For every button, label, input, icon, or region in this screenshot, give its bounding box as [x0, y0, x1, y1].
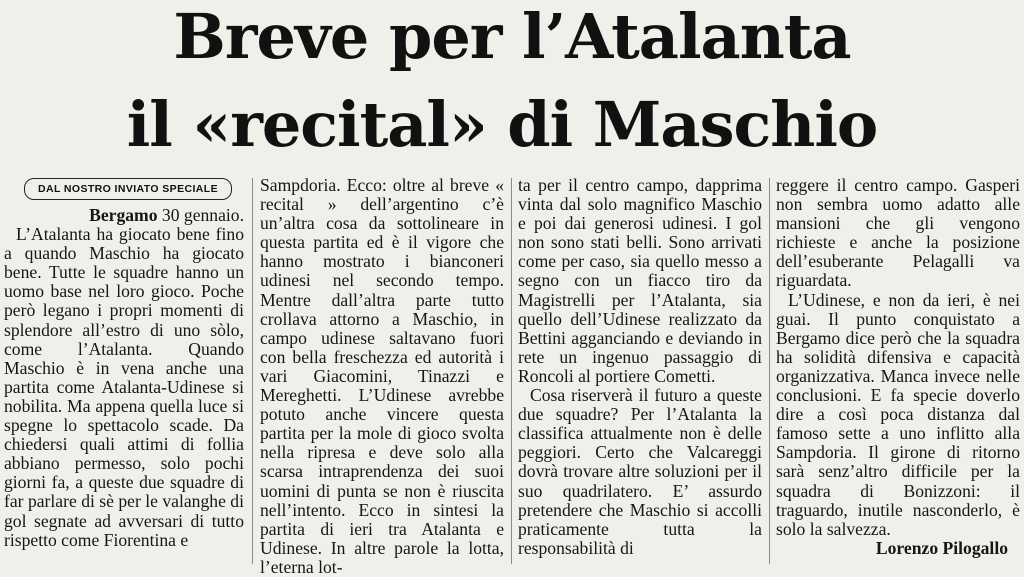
paragraph: Cosa riserverà il futuro a queste due squadre? Per l’Atalanta la classifica attualmente non è delle peggiori. Certo che Valcareggi dovrà trovare altre soluzioni per il suo quadrilatero. E’ assurdo pretendere che Maschio si accolli praticamente tutta la responsabilità di	[518, 385, 762, 558]
paragraph: reggere il centro campo. Gasperi non sembra uomo adatto alle mansioni che gli vengono richieste e anche la posizione dell’esuberante Pelagalli va riguardata.	[776, 175, 1020, 291]
paragraph: L’Udinese, e non da ieri, è nei guai. Il punto conquistato a Bergamo dice però che la squadra ha solidità difensiva e capacità organizzativa. Manca invece nelle conclusioni. E fa specie doverlo dire a così poca distanza dal famoso sette a uno inflitto alla Sampdoria. Il girone di ritorno sarà senz’altro difficile per la squadra di Bonizzoni: il traguardo, inutile nasconderlo, è solo la salvezza.	[776, 289, 1020, 539]
article-column-3	[518, 176, 762, 558]
dateline-place: Bergamo	[89, 205, 158, 225]
dateline	[4, 206, 244, 225]
paragraph: Sampdoria. Ecco: oltre al breve « recital » dell’argentino c’è un’altra cosa da sottolineare in questa partita ed è il vigore che hanno mostrato i bianconeri udinesi nel secondo tempo. Mentre dall’altra parte tutto crollava attorno a Maschio, in campo udinese saltavano fuori con bella freschezza ed autorità i vari Giacomini, Tinazzi e Mereghetti. L’Udinese avrebbe potuto anche vincere questa partita per la mole di gioco svolta nella ripresa e deve solo alla scarsa intraprendenza dei suoi uomini di punta se non è riuscita nell’intento. Ecco in sintesi la partita di ieri tra Atalanta e Udinese. In altre parole la lotta, l’eterna lot-	[260, 175, 504, 577]
headline-line-1: Breve per l’Atalanta	[173, 0, 851, 73]
article-column-2	[260, 176, 504, 577]
paragraph: ta per il centro campo, dapprima vinta dal solo magnifico Maschio e poi dai generosi udinesi. I gol non sono stati belli. Sono arrivati come per caso, sia quello messo a segno con un fiacco tiro da Magistrelli per l’Atalanta, sia quello dell’Udinese realizzato da Bettini agganciando e deviando in rete un ingenuo passaggio di Roncoli al portiere Cometti.	[518, 175, 762, 386]
correspondent-banner: DAL NOSTRO INVIATO SPECIALE	[24, 178, 232, 200]
article-column-1	[4, 176, 244, 550]
column-rule	[511, 178, 512, 564]
author-signature: Lorenzo Pilogallo	[875, 537, 1008, 558]
headline-line-2: il «recital» di Maschio	[126, 88, 878, 161]
column-rule	[252, 178, 253, 564]
column-rule	[769, 178, 770, 564]
paragraph: L’Atalanta ha giocato bene fino a quando Maschio ha giocato bene. Tutte le squadre hanno un uomo base nel loro gioco. Poche però legano i propri momenti di splendore all’estro di uno sòlo, come l’Atalanta. Quando Maschio è in vena anche una partita come Atalanta-Udinese si nobilita. Ma appena quella luce si spegne lo spettacolo scade. Da chiedersi quali attimi di follia abbiano permesso, solo pochi giorni fa, a queste due squadre di far parlare di sè per le valanghe di gol segnate ad avversari di tutto rispetto come Fiorentina e	[4, 224, 244, 550]
dateline-date: 30 gennaio.	[157, 205, 244, 225]
article-column-4	[776, 176, 1020, 558]
